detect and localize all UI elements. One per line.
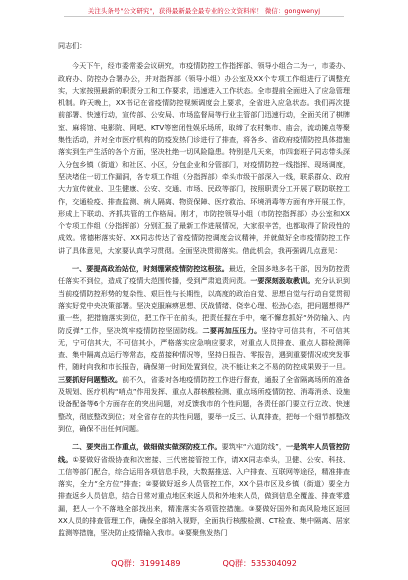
heading-run: 一是筑牢人员管控防线。 [58,442,351,464]
text-run: 前不久，省委对各地疫情防控工作进行督查，通报了全省隔离场所的准备及规划、医疗机构“哨点”作用发挥、重点人群核酸检测、重点场所疫情防控、消毒消杀、设施设备配备等6个方面存在的突出问题，对反馈我市的个性问题，各责任部门要立行立改、快速整改，彻底整改到位；对全省存在的共性问题，要举一反三、认真排查，把每一个细节都整改到位，确保不出任何问题。 [58,374,351,433]
paragraph [58,263,350,435]
text-run: 最近，全国多地多名干部，因为防控责任落实不到位，造成了疫情大范围传播，受到严肃追责问责。 [58,264,351,286]
top-banner: 关注头条号"公文研究"，获得最新最全最专业的公文资料库！ 微信：gongwenyj [87,7,321,15]
text-run: 要筑牢“六道防线”， [221,442,286,452]
heading-run: 二、要突出工作重点，做细做实做深防疫工作。 [72,442,222,452]
footer [0,558,408,569]
header-rule [64,16,344,17]
text-run: 坚持守可信共有，不可信其无，宁可信其大，不可信其小，严格落实应急响应要求，对重点人员排查、重点人群检测筛查、集中隔离点运行等常态，疫苗接种情况等，坚持日报告、零报告，遇到重要情况或突发事件，随时向我和市长报告，确保第一时间处置到位，决不能让来之不易的防控成果毁于一旦。 [58,325,350,372]
heading-run: 二要再加压压力。 [202,325,262,335]
heading-run: 一、要提高政治站位，时刻绷紧疫情防控这根弦。 [72,264,229,274]
heading-run: 三要抓好问题整改。 [58,374,123,384]
document-body [58,40,350,546]
text-run: 充分认识到当前疫情防控形势的复杂性、艰巨性与长期性，以高度的政治自觉、思想自觉与行动自觉贯彻落实好党中央决策部署。坚决克服麻痹思想、厌战情绪、侥幸心理、松劲心态，把问题想得严重一些，把措施落实到位，把工作干在前头，把责任握在手中，毫不懈怠抓好“外防输入、内防反弹”工作，坚决筑牢疫情防控坚固防线。 [58,276,351,335]
paragraph [58,441,350,539]
text-run: 今天下午，经市委常委会议研究，市疫情防控工作指挥部、领导小组合二为一，市委办、政府办、防控办合署办公，并对指挥部（领导小组）办公室及XX个专项工作组进行了调整充实，大家按照最新的职责分工和工作要求，迅速进入工作状态。全市提前全面进入了应急管理机制。昨天晚上，XX书记在省疫情防控视频调度会上要求，全省进入应急状态。我们再次提前部署、快速行动，宣传部、公安局、市场监督局等行业主管部门迅速行动，全面关闭了棋牌室、麻将馆、电影院、网吧、KTV等密闭性娱乐场所，取缔了农村集市、庙会，流动摊点等聚集性活动，并对全市医疗机构的防疫发热门诊进行了排查，将各乡、省政府疫情防控具体措施落实到生产生活的各个方面，坚决杜绝一切风险隐患。特别是几天来，市四套班子同志带头深入分包乡镇（街道）和社区、小区，分包企业和分管部门，对疫情防控一线指挥、现场调度，坚决堵住一切工作漏洞，各专项工作组（分指挥部）牵头市级干部深入一线，联系群众、政府大力宣传就业、卫生健康、公安、交通、市场、民政等部门，按照职责分工开展了联防联控工作，交通检疫、排查监测、病人隔离、物资保障、医疗救治、环境消毒等方面有序开展工作，形成上下联动、齐抓共管的工作格局。刚才，市防控领导小组（市防控指挥部）办公室和XX个专项工作组（分指挥部）分别汇报了最新工作进展情况，大家很辛苦，也都取得了阶段性的成效。常德彬落实好、XX同志传达了省疫情防控调度会议精神，并就做好全市疫情防控工作讲了具体意见，大家要认真学习贯彻。全面坚决贯彻落实。借此机会，我再强调几点意见： [58,61,350,255]
footer-qq-group-2: QQ群：535304092 [222,559,297,568]
footer-qq-group-1: QQ群：31991489 [111,559,181,568]
text-run: ①要做好省级协查和次密接、三代密接管控工作，请XX同志牵头，卫健、公安、科技、工信等部门配合，综合运用各项信息手段，大数据推送、入户排查、互联网等途径，精准排查落实，全力“全方位”排查；②要做好返乡人员管控工作，XX个县市区及乡镇（街道）要全力排查返乡人员信息，结合日常对重点地区来返人员和外地来人员，做到信息全覆盖、排查零遗漏，把人一个不落地全部找出来，精准落实各项管控措施。③要做好国外和高风险地区返回XX人员的排查管理工作，确保全部纳入视野，全面执行核酸检测、CT检查、集中隔离、居家监测等措施，坚决防止疫情输入我市。④要聚焦发热门 [58,454,350,538]
greeting: 同志们： [58,41,87,50]
paragraphs-container [58,60,350,539]
paragraph [58,60,350,257]
heading-run: 一要深刻汲取教训。 [250,276,315,286]
